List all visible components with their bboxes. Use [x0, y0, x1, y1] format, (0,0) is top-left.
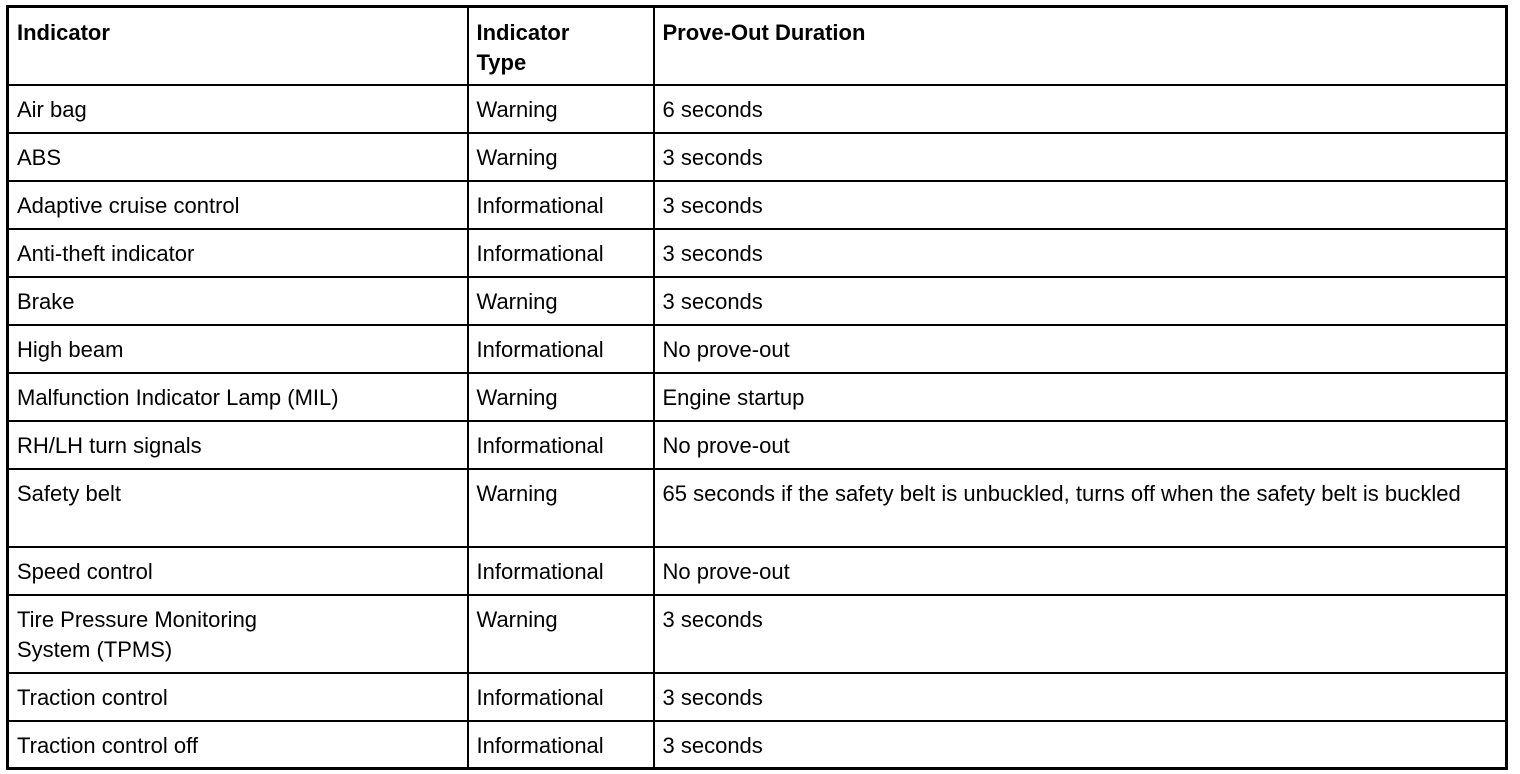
cell-indicator-type: Warning [468, 373, 654, 421]
table-row [8, 277, 1507, 325]
table-row [8, 325, 1507, 373]
cell-indicator-type: Informational [468, 229, 654, 277]
cell-prove-out-duration: 6 seconds [654, 85, 1507, 133]
cell-prove-out-duration: 65 seconds if the safety belt is unbuckled, turns off when the safety belt is buckled [654, 469, 1507, 547]
cell-indicator: Air bag [8, 85, 468, 133]
table-row [8, 421, 1507, 469]
cell-indicator-type: Informational [468, 673, 654, 721]
cell-prove-out-duration: 3 seconds [654, 595, 1507, 673]
header-indicator-type: Indicator Type [468, 7, 654, 85]
cell-indicator-type: Warning [468, 277, 654, 325]
cell-indicator: Traction control [8, 673, 468, 721]
table-row [8, 673, 1507, 721]
cell-indicator: Tire Pressure Monitoring System (TPMS) [8, 595, 468, 673]
cell-indicator-type: Informational [468, 181, 654, 229]
table-row [8, 181, 1507, 229]
cell-indicator-type: Warning [468, 85, 654, 133]
cell-prove-out-duration: No prove-out [654, 325, 1507, 373]
cell-prove-out-duration: No prove-out [654, 547, 1507, 595]
cell-prove-out-duration: 3 seconds [654, 181, 1507, 229]
table-row [8, 595, 1507, 673]
header-row [8, 7, 1507, 85]
cell-indicator-type: Informational [468, 421, 654, 469]
cell-indicator: Anti-theft indicator [8, 229, 468, 277]
table-row [8, 721, 1507, 769]
cell-indicator-type: Informational [468, 547, 654, 595]
cell-prove-out-duration: No prove-out [654, 421, 1507, 469]
cell-indicator: Safety belt [8, 469, 468, 547]
cell-prove-out-duration: 3 seconds [654, 673, 1507, 721]
cell-prove-out-duration: 3 seconds [654, 229, 1507, 277]
table-row [8, 469, 1507, 547]
cell-indicator-type: Informational [468, 325, 654, 373]
header-indicator: Indicator [8, 7, 468, 85]
cell-indicator: Speed control [8, 547, 468, 595]
cell-indicator: High beam [8, 325, 468, 373]
header-prove-out-duration: Prove-Out Duration [654, 7, 1507, 85]
table-row [8, 85, 1507, 133]
indicator-table [6, 5, 1508, 770]
cell-prove-out-duration: 3 seconds [654, 133, 1507, 181]
cell-prove-out-duration: 3 seconds [654, 721, 1507, 769]
table-row [8, 229, 1507, 277]
cell-indicator: RH/LH turn signals [8, 421, 468, 469]
cell-indicator-type: Warning [468, 469, 654, 547]
cell-indicator: Brake [8, 277, 468, 325]
cell-prove-out-duration: Engine startup [654, 373, 1507, 421]
cell-indicator: Adaptive cruise control [8, 181, 468, 229]
cell-indicator: ABS [8, 133, 468, 181]
cell-indicator-type: Informational [468, 721, 654, 769]
table-row [8, 547, 1507, 595]
cell-indicator: Malfunction Indicator Lamp (MIL) [8, 373, 468, 421]
cell-indicator: Traction control off [8, 721, 468, 769]
cell-indicator-type: Warning [468, 595, 654, 673]
table-row [8, 133, 1507, 181]
cell-prove-out-duration: 3 seconds [654, 277, 1507, 325]
cell-indicator-type: Warning [468, 133, 654, 181]
table-row [8, 373, 1507, 421]
